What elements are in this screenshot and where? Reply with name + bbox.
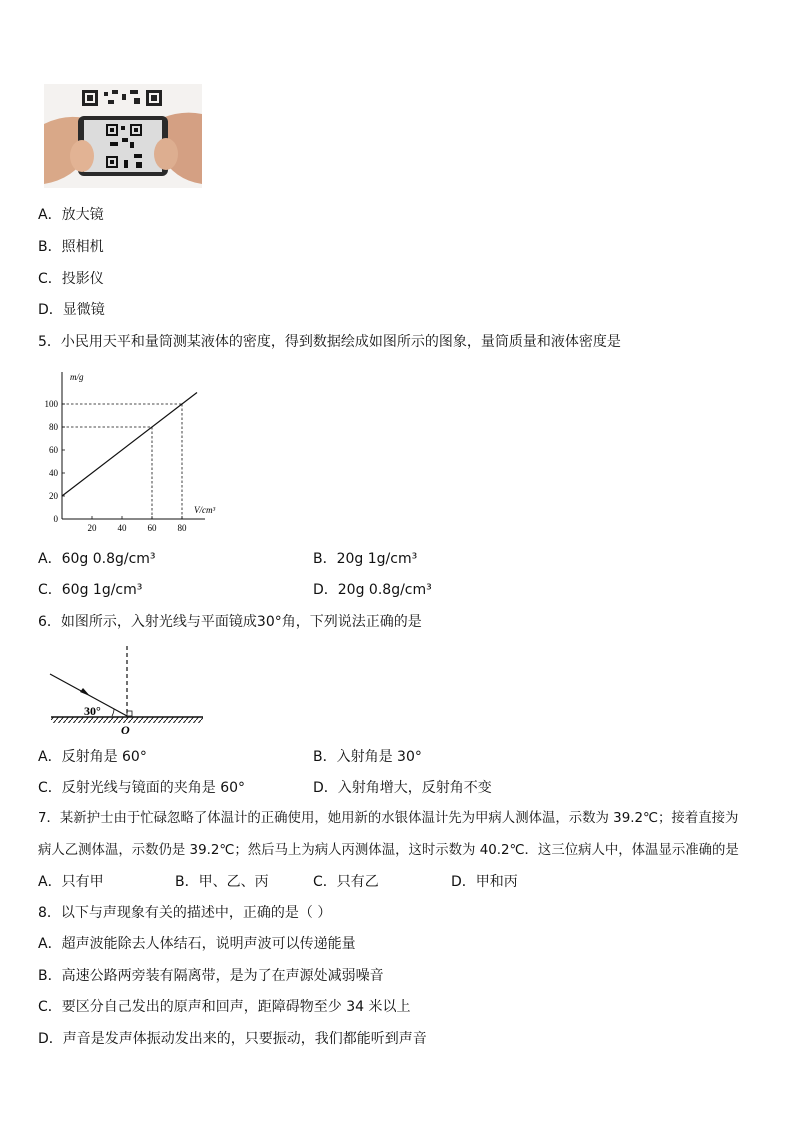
q5-stem: 5．小民用天平和量筒测某液体的密度，得到数据绘成如图所示的图象，量筒质量和液体密度是 <box>38 334 621 350</box>
q6-option-d: D．入射角增大，反射角不变 <box>313 780 492 796</box>
point-o-label: O <box>121 723 130 737</box>
q4-option-c: C．投影仪 <box>38 271 104 287</box>
q8-option-d: D．声音是发声体振动发出来的，只要振动，我们都能听到声音 <box>38 1031 427 1047</box>
q7-option-d: D．甲和丙 <box>451 874 518 890</box>
series-line <box>62 393 197 497</box>
ray-arrow-icon <box>80 688 90 696</box>
x-tick-label: 60 <box>147 523 157 533</box>
mirror-reflection-diagram <box>46 642 206 738</box>
q6-option-c: C．反射光线与镜面的夹角是 60° <box>38 780 246 796</box>
y-tick-label: 0 <box>53 514 58 524</box>
q7-stem-line1: 7．某新护士由于忙碌忽略了体温计的正确使用，她用新的水银体温计先为甲病人测体温，示数为 39.2℃；接着直接为 <box>38 811 739 826</box>
q5-option-b: B．20g 1g/cm³ <box>313 551 418 567</box>
angle-label: 30° <box>84 704 101 718</box>
q6-option-b: B．入射角是 30° <box>313 749 422 765</box>
q4-option-b: B．照相机 <box>38 239 104 255</box>
q5-option-d: D．20g 0.8g/cm³ <box>313 582 432 598</box>
q5-option-a: A．60g 0.8g/cm³ <box>38 551 156 567</box>
y-tick-label: 60 <box>49 445 58 455</box>
q8-option-a: A．超声波能除去人体结石，说明声波可以传递能量 <box>38 936 356 952</box>
q4-option-a: A．放大镜 <box>38 207 104 223</box>
q6-option-a: A．反射角是 60° <box>38 749 147 765</box>
y-tick-label: 100 <box>44 399 58 409</box>
y-tick-label: 40 <box>49 468 58 478</box>
q4-option-d: D．显微镜 <box>38 302 105 318</box>
x-axis-label: V/cm³ <box>194 505 216 515</box>
x-tick-label: 40 <box>117 523 127 533</box>
q8-stem: 8．以下与声现象有关的描述中，正确的是（ ） <box>38 905 332 921</box>
y-axis-label: m/g <box>70 372 84 382</box>
q7-stem-line2: 病人乙测体温，示数仍是 39.2℃；然后马上为病人丙测体温，这时示数为 40.2℃．这三位病人中，体温显示准确的是 <box>38 843 739 858</box>
q7-option-c: C．只有乙 <box>313 874 379 890</box>
qr-scan-photo <box>44 84 202 188</box>
q6-stem: 6．如图所示，入射光线与平面镜成30°角，下列说法正确的是 <box>38 614 422 630</box>
right-angle-mark <box>127 711 132 716</box>
q8-option-c: C．要区分自己发出的原声和回声，距障碍物至少 34 米以上 <box>38 999 411 1015</box>
mass-volume-chart <box>36 364 236 536</box>
x-tick-label: 80 <box>177 523 187 533</box>
x-tick-label: 20 <box>87 523 97 533</box>
q7-option-b: B．甲、乙、丙 <box>175 874 269 890</box>
y-tick-label: 20 <box>49 491 58 501</box>
q7-option-a: A．只有甲 <box>38 874 104 890</box>
q5-option-c: C．60g 1g/cm³ <box>38 582 143 598</box>
y-tick-label: 80 <box>49 422 58 432</box>
q8-option-b: B．高速公路两旁装有隔离带，是为了在声源处减弱噪音 <box>38 968 384 984</box>
